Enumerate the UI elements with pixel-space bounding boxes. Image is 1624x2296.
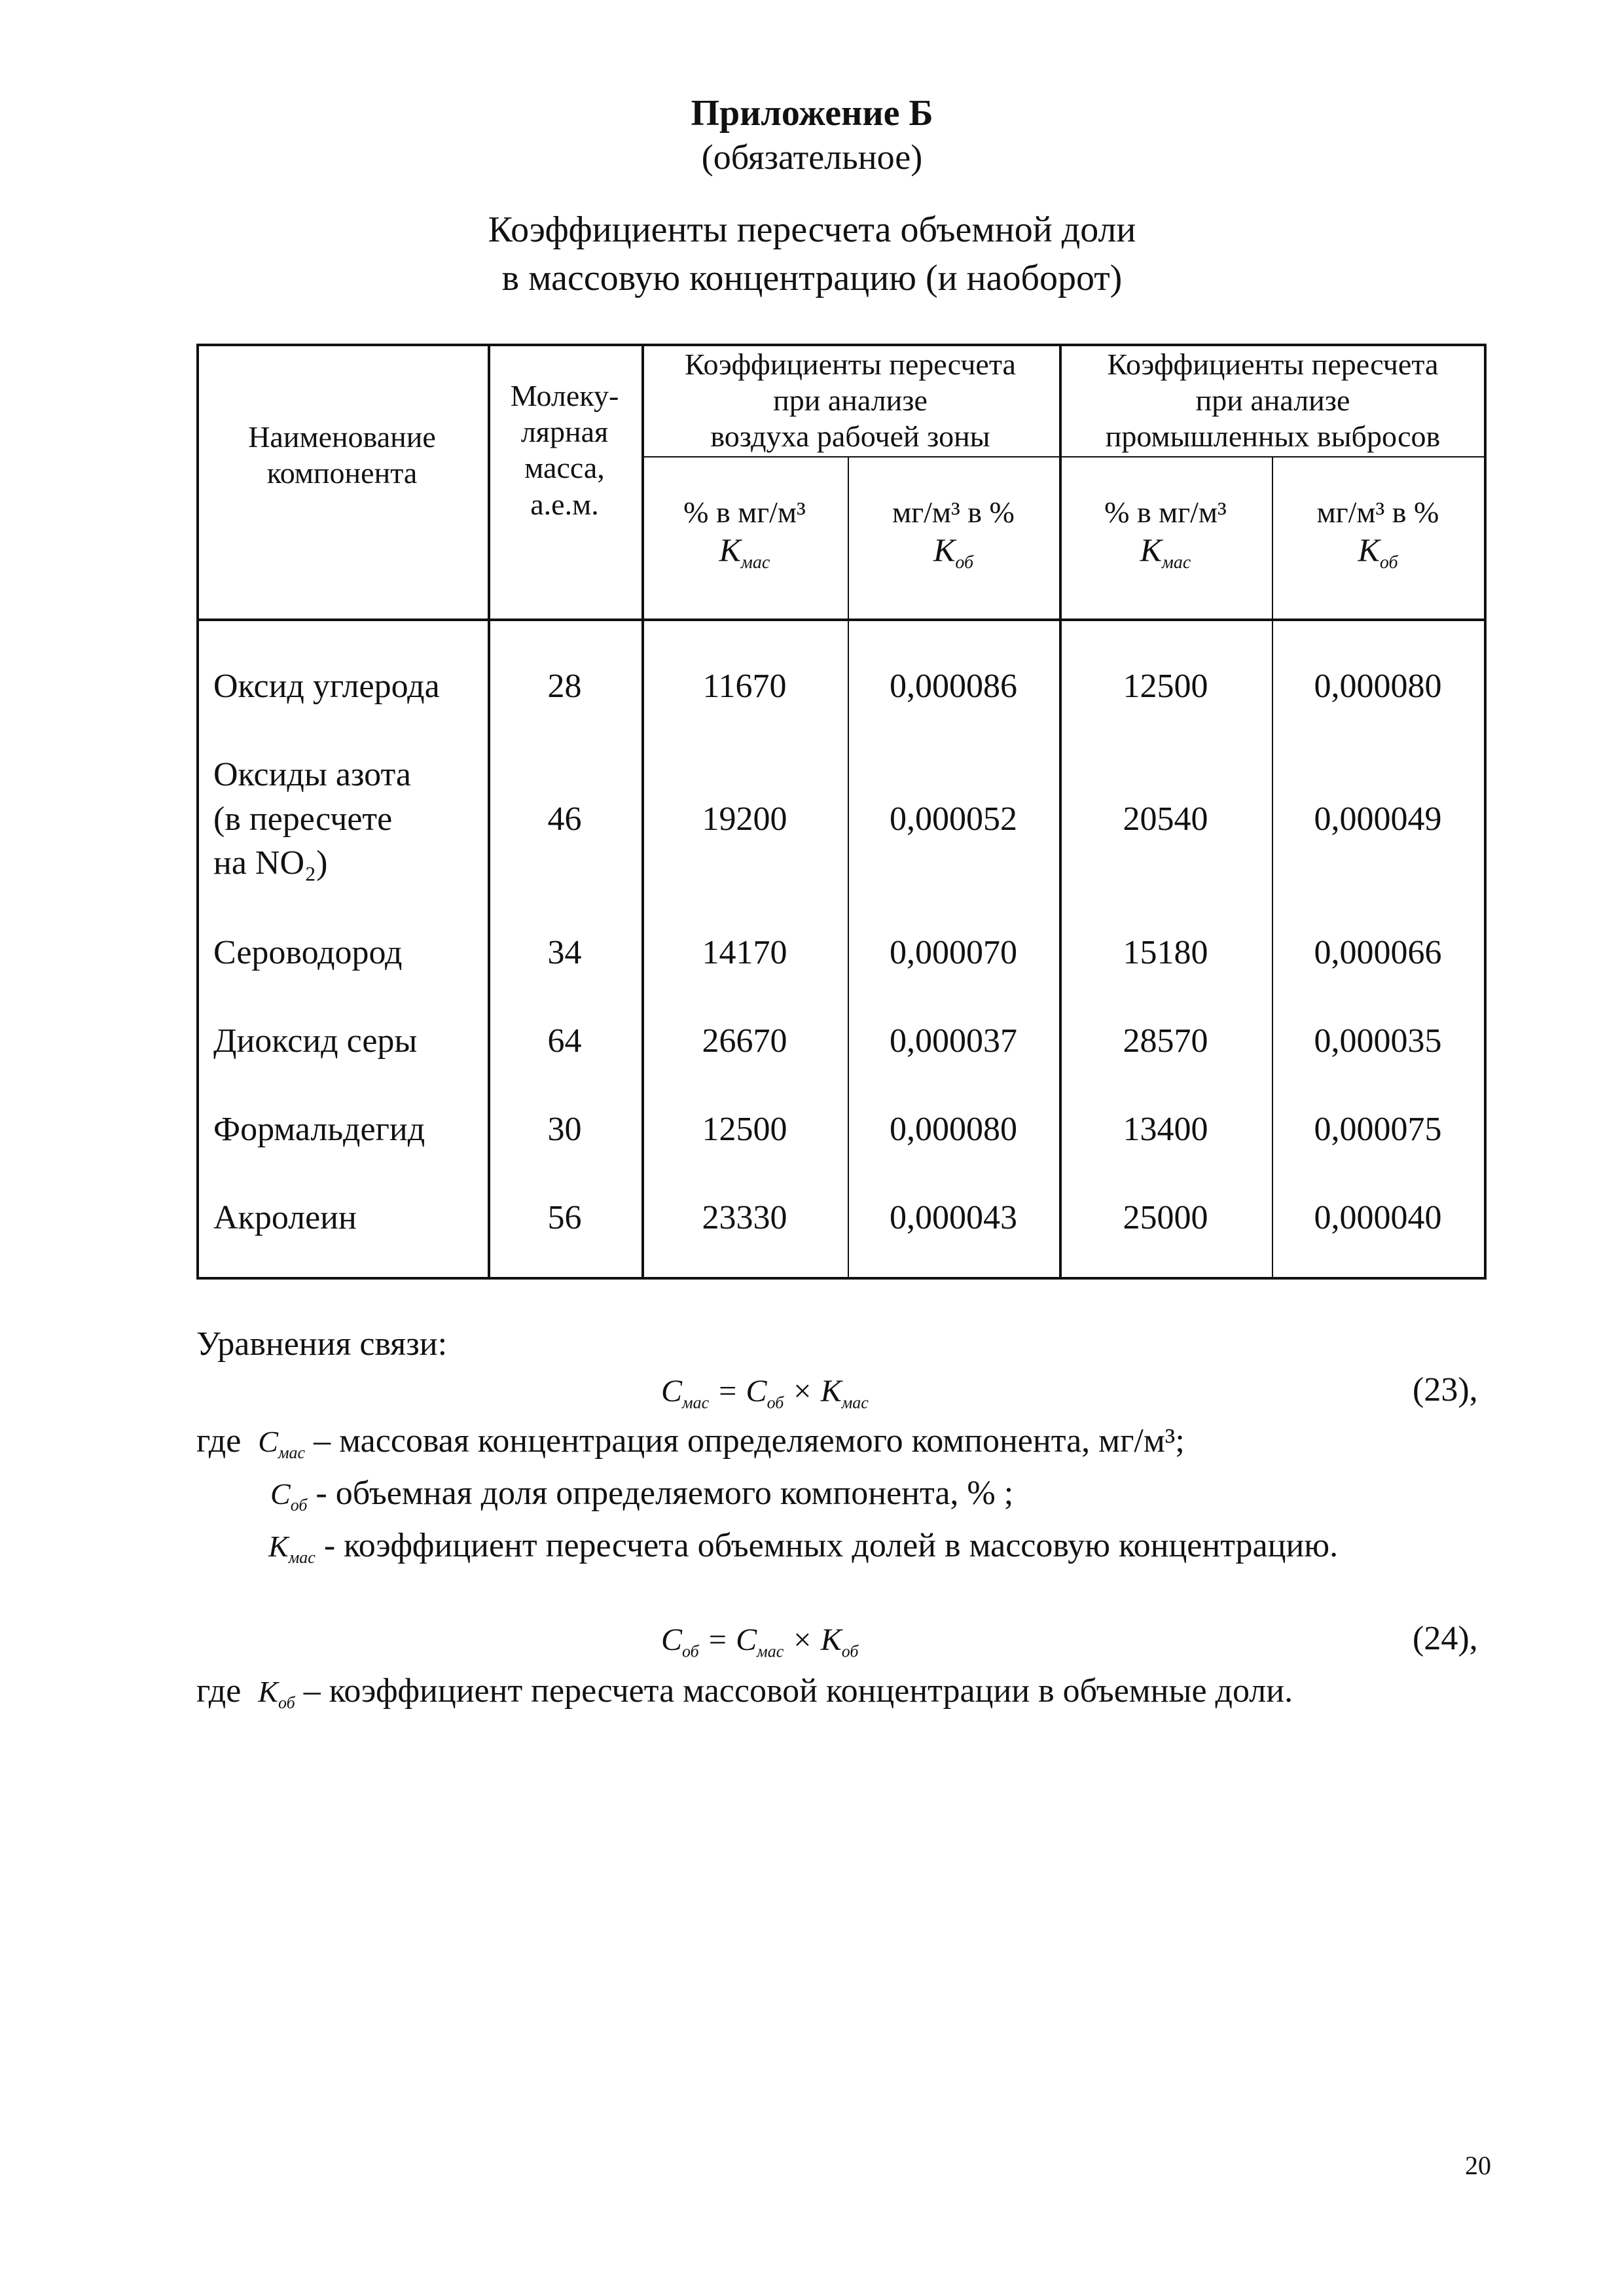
- header-name-col: Наименование компонента: [248, 420, 436, 490]
- ind-kmas: 15180: [1123, 934, 1208, 971]
- air-kmas: 26670: [702, 1022, 787, 1060]
- header-divider: [196, 619, 1487, 621]
- air-kmas: 19200: [702, 800, 787, 838]
- equation-23: $C_{мас} = C_{об} \times K_{мас}$: [661, 1374, 869, 1412]
- ind-kmas: 12500: [1123, 668, 1208, 705]
- conversion-table: [196, 344, 1487, 1280]
- ind-kob: 0,000075: [1314, 1111, 1442, 1148]
- page-number: 20: [1465, 2151, 1491, 2180]
- table-caption-line1: Коэффициенты пересчета объемной доли: [488, 209, 1136, 250]
- component-name: Сероводород: [213, 934, 403, 971]
- ind-kmas: 13400: [1123, 1111, 1208, 1148]
- table-border-right: [1484, 344, 1487, 1280]
- air-kob: 0,000080: [890, 1111, 1017, 1148]
- appendix-title: Приложение Б: [691, 93, 933, 134]
- component-name: Формальдегид: [213, 1111, 425, 1148]
- component-name: Акролеин: [213, 1199, 357, 1236]
- ind-kmas: 28570: [1123, 1022, 1208, 1060]
- molar-mass: 46: [547, 800, 582, 838]
- subheader-ind-kob: мг/м³ в % $K_{об}$: [1316, 495, 1439, 573]
- air-kob: 0,000043: [890, 1199, 1017, 1236]
- air-kmas: 23330: [702, 1199, 787, 1236]
- appendix-status: (обязательное): [701, 137, 923, 177]
- ind-kob: 0,000040: [1314, 1199, 1442, 1236]
- table-caption-line2: в массовую концентрацию (и наоборот): [501, 258, 1123, 298]
- air-kob: 0,000070: [890, 934, 1017, 971]
- component-name: Оксиды азота (в пересчете на NO₂): [213, 756, 411, 882]
- group-divider: [641, 456, 1487, 457]
- subheader-air-kmas: % в мг/м³ $K_{мас}$: [683, 495, 806, 573]
- air-kob: 0,000052: [890, 800, 1017, 838]
- air-kob: 0,000037: [890, 1022, 1017, 1060]
- definition-cmas: где $C_{мас}$ – массовая концентрация определяемого компонента, мг/м³;: [196, 1422, 1185, 1463]
- air-kob: 0,000086: [890, 668, 1017, 705]
- air-kmas: 14170: [702, 934, 787, 971]
- subheader-air-kob: мг/м³ в % $K_{об}$: [892, 495, 1015, 573]
- ind-kob: 0,000066: [1314, 934, 1442, 971]
- component-name: Оксид углерода: [213, 668, 440, 705]
- definition-kmas: $K_{мас}$ - коэффициент пересчета объемных долей в массовую концентрацию.: [268, 1527, 1339, 1568]
- table-border-bottom: [196, 1277, 1487, 1280]
- molar-mass: 30: [547, 1111, 582, 1148]
- ind-kmas: 25000: [1123, 1199, 1208, 1236]
- component-name: Диоксид серы: [213, 1022, 418, 1060]
- ind-kob: 0,000035: [1314, 1022, 1442, 1060]
- equations-intro: Уравнения связи:: [196, 1325, 448, 1363]
- molar-mass: 34: [547, 934, 582, 971]
- air-kmas: 12500: [702, 1111, 787, 1148]
- col-divider-5: [1272, 457, 1273, 1280]
- molar-mass: 28: [547, 668, 582, 705]
- molar-mass: 64: [547, 1022, 582, 1060]
- molar-mass: 56: [547, 1199, 582, 1236]
- ind-kob: 0,000080: [1314, 668, 1442, 705]
- ind-kob: 0,000049: [1314, 800, 1442, 838]
- subheader-ind-kmas: % в мг/м³ $K_{мас}$: [1104, 495, 1227, 573]
- header-group-industrial: Коэффициенты пересчета при анализе промышленных выбросов: [1105, 348, 1441, 454]
- header-group-air: Коэффициенты пересчета при анализе воздуха рабочей зоны: [685, 348, 1016, 454]
- header-mass-col: Молеку- лярная масса, а.е.м.: [510, 379, 619, 521]
- equation-24: $C_{об} = C_{мас} \times K_{об}$: [661, 1623, 859, 1661]
- ind-kmas: 20540: [1123, 800, 1208, 838]
- equation-24-number: (24),: [1413, 1620, 1478, 1657]
- air-kmas: 11670: [702, 668, 787, 705]
- definition-cob: $C_{об}$ - объемная доля определяемого компонента, % ;: [270, 1475, 1014, 1515]
- definition-kob: где $K_{об}$ – коэффициент пересчета массовой концентрации в объемные доли.: [196, 1672, 1293, 1713]
- col-divider-3: [848, 457, 849, 1280]
- equation-23-number: (23),: [1413, 1371, 1478, 1408]
